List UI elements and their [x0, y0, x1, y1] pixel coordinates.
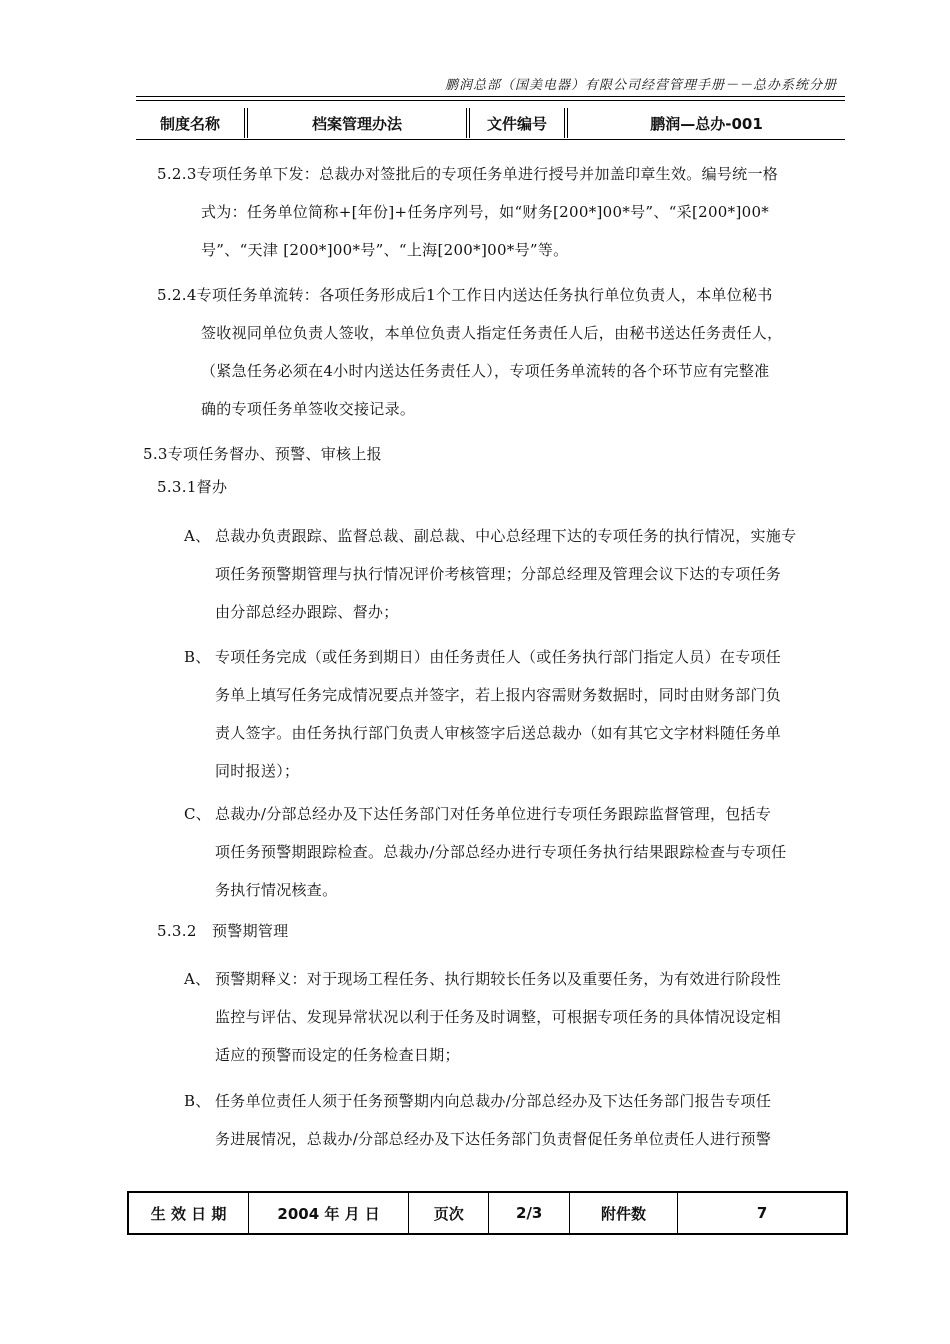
policy-name-label: 制度名称 [159, 114, 220, 133]
section-5-2-3-line-1: 5.2.3专项任务单下发：总裁办对签批后的专项任务单进行授号并加盖印章生效。编号统一格 [157, 165, 779, 183]
item-c-marker: C、 [184, 805, 212, 823]
item-b-line-4: 同时报送）； [215, 762, 300, 780]
section-5-2-3-line-3: 号”、“天津 [200*]00*号”、“上海[200*]00*号”等。 [201, 241, 569, 259]
item-c-line-1: 总裁办/分部总经办及下达任务部门对任务单位进行专项任务跟踪监督管理，包括专 [215, 805, 772, 823]
item-a2-line-2: 监控与评估、发现异常状况以利于任务及时调整，可根据专项任务的具体情况设定相 [215, 1008, 782, 1026]
item-b-line-2: 务单上填写任务完成情况要点并签字，若上报内容需财务数据时，同时由财务部门负 [215, 686, 782, 704]
file-number-value: 鹏润—总办-001 [650, 114, 763, 133]
item-a-line-3: 由分部总经办跟踪、督办； [215, 603, 399, 621]
footer-info-table [127, 1191, 848, 1235]
item-c-line-2: 项任务预警期跟踪检查。总裁办/分部总经办进行专项任务执行结果跟踪检查与专项任 [215, 843, 787, 861]
attachments-label: 附件数 [569, 1193, 677, 1233]
item-b2-line-2: 务进展情况，总裁办/分部总经办及下达任务部门负责督促任务单位责任人进行预警 [215, 1130, 772, 1148]
section-5-2-4-line-3: （紧急任务必须在4小时内送达任务责任人），专项任务单流转的各个环节应有完整准 [201, 362, 770, 380]
effective-date-value: 2004 年 月 日 [248, 1193, 408, 1233]
section-5-2-3-line-2: 式为：任务单位简称+[年份]+任务序列号，如“财务[200*]00*号”、“采[200*]00* [201, 203, 770, 221]
effective-date-label: 生 效 日 期 [150, 1204, 227, 1223]
section-5-2-4-line-1: 5.2.4专项任务单流转：各项任务形成后1个工作日内送达任务执行单位负责人，本单位秘书 [157, 286, 773, 304]
manual-title: 鹏润总部（国美电器）有限公司经营管理手册－－总办系统分册 [444, 78, 837, 93]
item-b-marker: B、 [184, 648, 211, 666]
section-5-3-heading: 5.3专项任务督办、预警、审核上报 [143, 445, 382, 463]
item-b-line-3: 责人签字。由任务执行部门负责人审核签字后送总裁办（如有其它文字材料随任务单 [215, 724, 782, 742]
header-rule-top-2 [136, 100, 845, 101]
item-a-line-2: 项任务预警期管理与执行情况评价考核管理；分部总经理及管理会议下达的专项任务 [215, 565, 782, 583]
section-5-3-1-heading: 5.3.1督办 [157, 478, 228, 496]
item-a-marker: A、 [184, 527, 211, 545]
section-5-2-4-line-4: 确的专项任务单签收交接记录。 [201, 400, 416, 418]
page-label: 页次 [408, 1193, 488, 1233]
document-info-table [136, 108, 845, 138]
header-rule-top [136, 96, 845, 97]
policy-name-value: 档案管理办法 [311, 114, 402, 133]
section-5-3-2-heading: 5.3.2 预警期管理 [157, 922, 289, 940]
item-a-line-1: 总裁办负责跟踪、监督总裁、副总裁、中心总经理下达的专项任务的执行情况，实施专 [215, 527, 797, 545]
page-value: 2/3 [488, 1193, 568, 1233]
item-c-line-3: 务执行情况核查。 [215, 881, 338, 899]
header-rule-bottom [136, 139, 845, 140]
item-a2-marker: A、 [184, 970, 211, 988]
item-a2-line-1: 预警期释义：对于现场工程任务、执行期较长任务以及重要任务，为有效进行阶段性 [215, 970, 782, 988]
item-b2-line-1: 任务单位责任人须于任务预警期内向总裁办/分部总经办及下达任务部门报告专项任 [215, 1092, 772, 1110]
attachments-value: 7 [677, 1193, 846, 1233]
item-b2-marker: B、 [184, 1092, 211, 1110]
file-number-label: 文件编号 [486, 114, 547, 133]
item-b-line-1: 专项任务完成（或任务到期日）由任务责任人（或任务执行部门指定人员）在专项任 [215, 648, 782, 666]
section-5-2-4-line-2: 签收视同单位负责人签收，本单位负责人指定任务责任人后，由秘书送达任务责任人， [201, 324, 783, 342]
item-a2-line-3: 适应的预警而设定的任务检查日期； [215, 1046, 460, 1064]
